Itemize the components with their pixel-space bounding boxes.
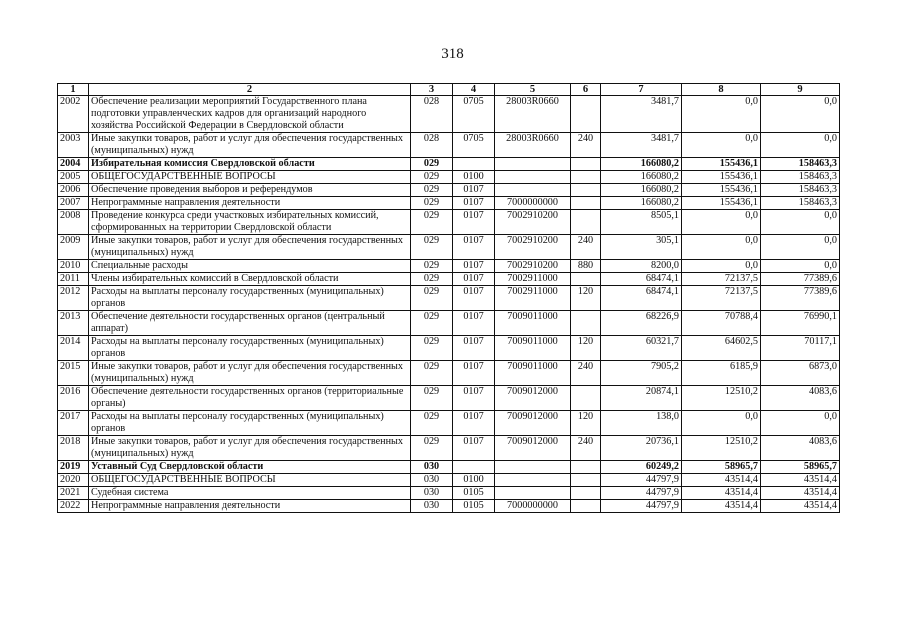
row-expense-type: 120 <box>571 411 601 436</box>
row-name: Обеспечение деятельности государственных органов (центральный аппарат) <box>89 311 411 336</box>
row-target-code: 7002910200 <box>495 210 571 235</box>
row-amount-col8: 0,0 <box>682 411 761 436</box>
row-expense-type <box>571 210 601 235</box>
row-amount-col7: 44797,9 <box>601 487 682 500</box>
row-admin-code: 029 <box>411 336 453 361</box>
table-row <box>58 487 840 500</box>
row-amount-col9: 0,0 <box>761 210 840 235</box>
row-name: Непрограммные направления деятельности <box>89 197 411 210</box>
row-target-code: 7002911000 <box>495 286 571 311</box>
row-admin-code: 030 <box>411 474 453 487</box>
row-amount-col9: 43514,4 <box>761 500 840 513</box>
row-name: Расходы на выплаты персоналу государственных (муниципальных) органов <box>89 286 411 311</box>
row-number: 2004 <box>58 158 89 171</box>
column-header: 1 <box>58 84 89 96</box>
row-target-code: 28003R0660 <box>495 133 571 158</box>
row-amount-col8: 6185,9 <box>682 361 761 386</box>
row-expense-type: 120 <box>571 286 601 311</box>
row-amount-col8: 0,0 <box>682 235 761 260</box>
row-section-code: 0705 <box>453 96 495 133</box>
row-amount-col9: 4083,6 <box>761 386 840 411</box>
table-row <box>58 210 840 235</box>
table-row <box>58 336 840 361</box>
table-row <box>58 171 840 184</box>
row-amount-col7: 60249,2 <box>601 461 682 474</box>
row-number: 2012 <box>58 286 89 311</box>
row-amount-col7: 20874,1 <box>601 386 682 411</box>
row-expense-type: 880 <box>571 260 601 273</box>
row-admin-code: 029 <box>411 311 453 336</box>
row-section-code <box>453 158 495 171</box>
row-admin-code: 028 <box>411 96 453 133</box>
row-admin-code: 029 <box>411 158 453 171</box>
row-admin-code: 029 <box>411 273 453 286</box>
row-amount-col7: 7905,2 <box>601 361 682 386</box>
row-target-code: 7009011000 <box>495 361 571 386</box>
table-row <box>58 197 840 210</box>
header-row <box>58 84 840 96</box>
row-amount-col9: 158463,3 <box>761 197 840 210</box>
row-target-code: 7009011000 <box>495 311 571 336</box>
table-row <box>58 474 840 487</box>
row-name: ОБЩЕГОСУДАРСТВЕННЫЕ ВОПРОСЫ <box>89 171 411 184</box>
column-header: 7 <box>601 84 682 96</box>
row-amount-col8: 43514,4 <box>682 474 761 487</box>
row-section-code: 0100 <box>453 474 495 487</box>
row-name: Непрограммные направления деятельности <box>89 500 411 513</box>
row-expense-type <box>571 158 601 171</box>
row-number: 2017 <box>58 411 89 436</box>
row-name: Обеспечение реализации мероприятий Государственного плана подготовки управленческих кадров для организаций народного хозяйства Российской Федерации в Свердловской области <box>89 96 411 133</box>
row-expense-type: 240 <box>571 235 601 260</box>
row-target-code <box>495 158 571 171</box>
row-number: 2021 <box>58 487 89 500</box>
column-header: 2 <box>89 84 411 96</box>
row-amount-col8: 72137,5 <box>682 273 761 286</box>
row-section-code: 0107 <box>453 336 495 361</box>
row-amount-col8: 155436,1 <box>682 158 761 171</box>
row-section-code: 0107 <box>453 210 495 235</box>
row-amount-col9: 76990,1 <box>761 311 840 336</box>
table-row <box>58 461 840 474</box>
row-amount-col9: 0,0 <box>761 235 840 260</box>
column-header: 6 <box>571 84 601 96</box>
row-admin-code: 029 <box>411 361 453 386</box>
table-row <box>58 133 840 158</box>
column-header: 3 <box>411 84 453 96</box>
table-row <box>58 286 840 311</box>
row-expense-type <box>571 474 601 487</box>
row-amount-col7: 20736,1 <box>601 436 682 461</box>
row-amount-col7: 166080,2 <box>601 158 682 171</box>
row-section-code: 0107 <box>453 386 495 411</box>
table-row <box>58 500 840 513</box>
row-number: 2009 <box>58 235 89 260</box>
row-amount-col7: 60321,7 <box>601 336 682 361</box>
table-body <box>58 96 840 513</box>
row-amount-col7: 138,0 <box>601 411 682 436</box>
row-expense-type <box>571 487 601 500</box>
row-name: Иные закупки товаров, работ и услуг для обеспечения государственных (муниципальных) нужд <box>89 436 411 461</box>
row-amount-col9: 0,0 <box>761 96 840 133</box>
row-section-code: 0705 <box>453 133 495 158</box>
row-number: 2010 <box>58 260 89 273</box>
row-number: 2016 <box>58 386 89 411</box>
row-target-code: 7002911000 <box>495 273 571 286</box>
row-amount-col7: 3481,7 <box>601 133 682 158</box>
row-amount-col8: 0,0 <box>682 210 761 235</box>
row-name: Проведение конкурса среди участковых избирательных комиссий, сформированных на территории Свердловской области <box>89 210 411 235</box>
row-amount-col9: 0,0 <box>761 411 840 436</box>
row-admin-code: 029 <box>411 210 453 235</box>
row-section-code: 0107 <box>453 311 495 336</box>
page-number: 318 <box>441 46 464 62</box>
row-amount-col7: 3481,7 <box>601 96 682 133</box>
row-amount-col8: 155436,1 <box>682 171 761 184</box>
row-name: Избирательная комиссия Свердловской области <box>89 158 411 171</box>
row-section-code: 0100 <box>453 171 495 184</box>
row-amount-col8: 0,0 <box>682 96 761 133</box>
row-target-code: 28003R0660 <box>495 96 571 133</box>
row-expense-type <box>571 500 601 513</box>
row-expense-type <box>571 273 601 286</box>
row-target-code: 7009012000 <box>495 411 571 436</box>
table-row <box>58 436 840 461</box>
row-number: 2007 <box>58 197 89 210</box>
row-admin-code: 029 <box>411 286 453 311</box>
row-name: Специальные расходы <box>89 260 411 273</box>
row-section-code: 0107 <box>453 184 495 197</box>
row-admin-code: 029 <box>411 197 453 210</box>
row-amount-col9: 43514,4 <box>761 474 840 487</box>
row-name: Обеспечение проведения выборов и референдумов <box>89 184 411 197</box>
row-name: Иные закупки товаров, работ и услуг для обеспечения государственных (муниципальных) нужд <box>89 133 411 158</box>
row-admin-code: 030 <box>411 461 453 474</box>
table-row <box>58 96 840 133</box>
row-target-code: 7002910200 <box>495 260 571 273</box>
row-amount-col9: 0,0 <box>761 260 840 273</box>
row-amount-col7: 68474,1 <box>601 286 682 311</box>
row-section-code: 0107 <box>453 436 495 461</box>
row-section-code: 0105 <box>453 500 495 513</box>
table-row <box>58 158 840 171</box>
row-target-code: 7009012000 <box>495 386 571 411</box>
row-amount-col7: 166080,2 <box>601 197 682 210</box>
row-section-code: 0107 <box>453 235 495 260</box>
row-expense-type <box>571 311 601 336</box>
row-amount-col9: 58965,7 <box>761 461 840 474</box>
row-amount-col8: 12510,2 <box>682 436 761 461</box>
column-header: 9 <box>761 84 840 96</box>
row-number: 2018 <box>58 436 89 461</box>
row-target-code: 7000000000 <box>495 500 571 513</box>
table-row <box>58 235 840 260</box>
row-target-code <box>495 487 571 500</box>
row-amount-col9: 70117,1 <box>761 336 840 361</box>
row-section-code <box>453 461 495 474</box>
row-admin-code: 029 <box>411 260 453 273</box>
row-number: 2005 <box>58 171 89 184</box>
row-amount-col9: 77389,6 <box>761 273 840 286</box>
row-amount-col9: 0,0 <box>761 133 840 158</box>
table-row <box>58 386 840 411</box>
row-expense-type <box>571 171 601 184</box>
row-expense-type <box>571 461 601 474</box>
row-expense-type <box>571 96 601 133</box>
row-amount-col8: 70788,4 <box>682 311 761 336</box>
column-header: 5 <box>495 84 571 96</box>
row-section-code: 0107 <box>453 197 495 210</box>
row-number: 2008 <box>58 210 89 235</box>
row-amount-col7: 305,1 <box>601 235 682 260</box>
row-amount-col9: 158463,3 <box>761 171 840 184</box>
row-target-code: 7000000000 <box>495 197 571 210</box>
table-row <box>58 184 840 197</box>
row-number: 2015 <box>58 361 89 386</box>
row-amount-col8: 0,0 <box>682 133 761 158</box>
column-header: 8 <box>682 84 761 96</box>
row-number: 2014 <box>58 336 89 361</box>
row-admin-code: 029 <box>411 171 453 184</box>
row-amount-col7: 68226,9 <box>601 311 682 336</box>
row-name: Члены избирательных комиссий в Свердловской области <box>89 273 411 286</box>
table-row <box>58 260 840 273</box>
row-amount-col7: 68474,1 <box>601 273 682 286</box>
row-section-code: 0107 <box>453 273 495 286</box>
row-expense-type: 240 <box>571 361 601 386</box>
row-amount-col8: 12510,2 <box>682 386 761 411</box>
row-admin-code: 029 <box>411 411 453 436</box>
row-amount-col9: 43514,4 <box>761 487 840 500</box>
row-number: 2011 <box>58 273 89 286</box>
row-name: Расходы на выплаты персоналу государственных (муниципальных) органов <box>89 336 411 361</box>
row-amount-col7: 166080,2 <box>601 184 682 197</box>
row-amount-col8: 43514,4 <box>682 487 761 500</box>
row-number: 2013 <box>58 311 89 336</box>
table-row <box>58 361 840 386</box>
row-number: 2020 <box>58 474 89 487</box>
row-name: Иные закупки товаров, работ и услуг для обеспечения государственных (муниципальных) нужд <box>89 361 411 386</box>
row-amount-col7: 8505,1 <box>601 210 682 235</box>
row-section-code: 0107 <box>453 260 495 273</box>
row-name: Иные закупки товаров, работ и услуг для обеспечения государственных (муниципальных) нужд <box>89 235 411 260</box>
row-amount-col8: 43514,4 <box>682 500 761 513</box>
row-name: ОБЩЕГОСУДАРСТВЕННЫЕ ВОПРОСЫ <box>89 474 411 487</box>
row-expense-type <box>571 197 601 210</box>
row-amount-col9: 158463,3 <box>761 184 840 197</box>
row-expense-type: 240 <box>571 133 601 158</box>
column-header: 4 <box>453 84 495 96</box>
row-amount-col8: 0,0 <box>682 260 761 273</box>
row-section-code: 0105 <box>453 487 495 500</box>
row-name: Расходы на выплаты персоналу государственных (муниципальных) органов <box>89 411 411 436</box>
row-target-code <box>495 171 571 184</box>
row-expense-type: 120 <box>571 336 601 361</box>
row-expense-type <box>571 184 601 197</box>
row-amount-col7: 44797,9 <box>601 474 682 487</box>
row-amount-col9: 4083,6 <box>761 436 840 461</box>
row-expense-type: 240 <box>571 436 601 461</box>
row-target-code <box>495 184 571 197</box>
row-number: 2019 <box>58 461 89 474</box>
row-section-code: 0107 <box>453 361 495 386</box>
row-target-code <box>495 461 571 474</box>
table-row <box>58 411 840 436</box>
row-amount-col9: 6873,0 <box>761 361 840 386</box>
row-admin-code: 030 <box>411 500 453 513</box>
row-expense-type <box>571 386 601 411</box>
row-amount-col7: 8200,0 <box>601 260 682 273</box>
row-admin-code: 028 <box>411 133 453 158</box>
row-admin-code: 030 <box>411 487 453 500</box>
row-number: 2006 <box>58 184 89 197</box>
table-row <box>58 311 840 336</box>
row-amount-col8: 155436,1 <box>682 197 761 210</box>
row-target-code: 7009012000 <box>495 436 571 461</box>
row-name: Обеспечение деятельности государственных органов (территориальные органы) <box>89 386 411 411</box>
row-admin-code: 029 <box>411 436 453 461</box>
row-admin-code: 029 <box>411 386 453 411</box>
budget-table <box>57 83 840 513</box>
row-admin-code: 029 <box>411 184 453 197</box>
row-amount-col9: 77389,6 <box>761 286 840 311</box>
row-amount-col7: 44797,9 <box>601 500 682 513</box>
row-target-code <box>495 474 571 487</box>
row-amount-col9: 158463,3 <box>761 158 840 171</box>
row-number: 2003 <box>58 133 89 158</box>
row-number: 2022 <box>58 500 89 513</box>
table-row <box>58 273 840 286</box>
row-amount-col8: 155436,1 <box>682 184 761 197</box>
row-section-code: 0107 <box>453 286 495 311</box>
row-admin-code: 029 <box>411 235 453 260</box>
row-section-code: 0107 <box>453 411 495 436</box>
row-amount-col8: 58965,7 <box>682 461 761 474</box>
row-amount-col8: 72137,5 <box>682 286 761 311</box>
row-target-code: 7002910200 <box>495 235 571 260</box>
row-amount-col8: 64602,5 <box>682 336 761 361</box>
row-name: Уставный Суд Свердловской области <box>89 461 411 474</box>
row-target-code: 7009011000 <box>495 336 571 361</box>
row-name: Судебная система <box>89 487 411 500</box>
row-amount-col7: 166080,2 <box>601 171 682 184</box>
row-number: 2002 <box>58 96 89 133</box>
